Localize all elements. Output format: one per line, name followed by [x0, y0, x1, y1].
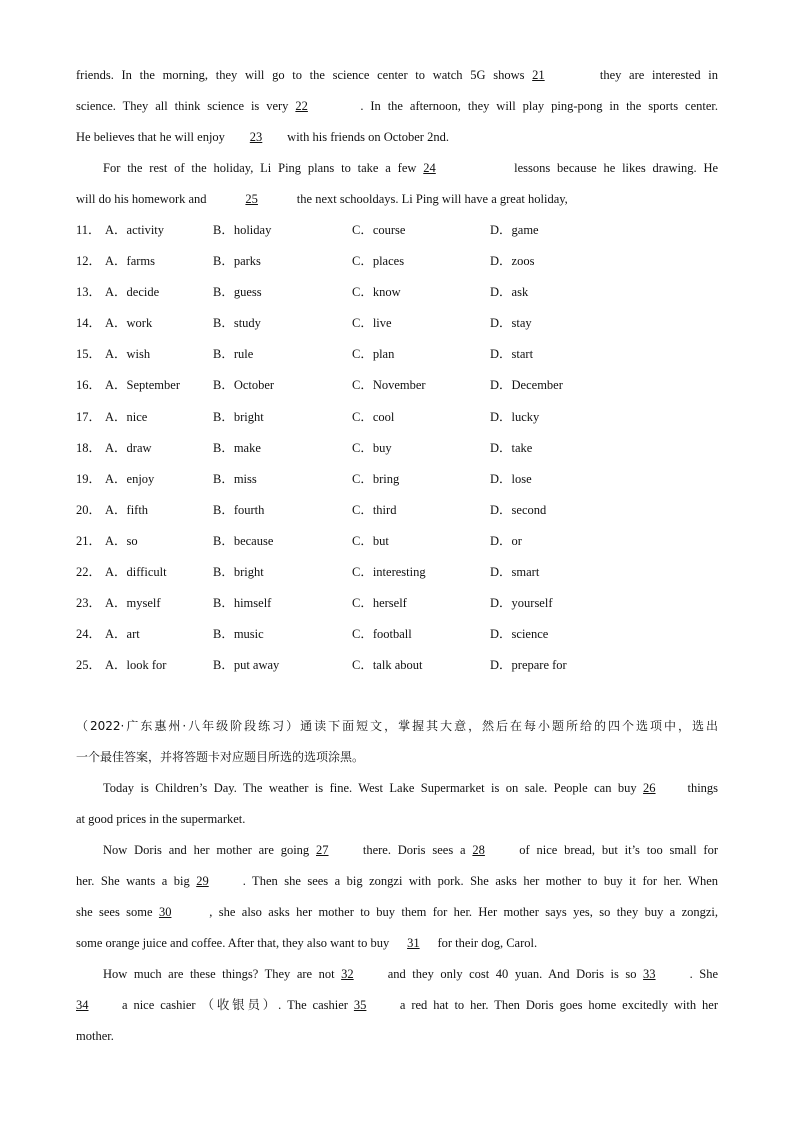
blank-27: 27: [316, 843, 329, 858]
question-row: [76, 402, 718, 433]
text: a red hat to her. Then Doris goes home excitedly with her: [399, 998, 719, 1013]
option-c: C．cool: [352, 409, 395, 424]
option-b: B．music: [213, 627, 264, 642]
text: , she also asks her mother to buy them for her. Her mother says yes, so they buy a zongzi,: [209, 905, 719, 920]
option-a: A．decide: [105, 285, 160, 300]
option-c: C．buy: [352, 440, 392, 455]
option-c: C．November: [352, 378, 426, 393]
blank-29: 29: [196, 874, 209, 889]
option-a: A．myself: [105, 596, 161, 611]
option-b: B．make: [213, 440, 261, 455]
option-d: D．prepare for: [490, 658, 567, 673]
blank-28: 28: [472, 843, 485, 858]
option-d: D．or: [490, 533, 522, 548]
text: Now Doris and her mother are going: [103, 843, 310, 858]
text: with his friends on October 2nd.: [287, 130, 449, 144]
question-row: [76, 370, 718, 401]
text: there. Doris sees a: [362, 843, 466, 858]
blank-30: 30: [158, 905, 172, 920]
question-number: 25．: [76, 658, 102, 673]
question-number: 19．: [76, 471, 102, 486]
text: things: [687, 781, 719, 796]
option-b: B．bright: [213, 409, 264, 424]
question-row: [76, 619, 718, 650]
text: He believes that he will enjoy: [76, 130, 225, 144]
blank-32: 32: [341, 967, 354, 982]
passage-line: [76, 928, 718, 959]
instructions-line: （2022·广东惠州·八年级阶段练习）通读下面短文，掌握其大意，然后在每小题所给的四个选项中，选出: [76, 719, 718, 734]
option-d: D．lose: [490, 471, 532, 486]
option-c: C．football: [352, 627, 412, 642]
option-d: D．yourself: [490, 596, 553, 611]
text: Today is Children’s Day. The weather is fine. West Lake Supermarket is on sale. People can buy: [103, 781, 637, 796]
section-spacer: [76, 681, 718, 711]
option-d: D．second: [490, 502, 547, 517]
question-row: [76, 588, 718, 619]
document-page: [76, 60, 718, 1052]
question-number: 12．: [76, 254, 102, 269]
question-number: 24．: [76, 627, 102, 642]
option-a: A．draw: [105, 440, 152, 455]
option-c: C．course: [352, 223, 406, 237]
blank-31: 31: [407, 936, 420, 951]
question-number: 18．: [76, 440, 102, 455]
option-c: C．plan: [352, 347, 395, 362]
text: and they only cost 40 yuan. And Doris is so: [387, 967, 637, 982]
text: of nice bread, but it’s too small for: [519, 843, 719, 858]
option-a: A．enjoy: [105, 471, 155, 486]
text: How much are these things? They are not: [103, 967, 335, 982]
instructions-line: 一个最佳答案，并将答题卡对应题目所选的选项涂黑。: [76, 750, 365, 765]
option-a: A．so: [105, 533, 138, 548]
question-row: [76, 215, 718, 246]
passage-line: [76, 959, 718, 990]
option-c: C．live: [352, 316, 392, 331]
text: they are interested in: [599, 68, 718, 82]
option-b: B．himself: [213, 596, 272, 611]
option-a: A．activity: [105, 223, 165, 237]
blank-24: 24: [423, 161, 436, 175]
question-list: [76, 215, 718, 681]
passage-line: [76, 835, 718, 866]
passage-line: [76, 91, 718, 122]
passage-line: [76, 122, 718, 153]
blank-33: 33: [643, 967, 656, 982]
option-a: A．work: [105, 316, 153, 331]
option-d: D．stay: [490, 316, 532, 331]
blank-22: 22: [295, 99, 308, 113]
text: lessons because he likes drawing. He: [514, 161, 719, 175]
text: the next schooldays. Li Ping will have a great holiday,: [296, 192, 568, 206]
option-d: D．lucky: [490, 409, 540, 424]
question-number: 17．: [76, 409, 102, 424]
option-d: D．take: [490, 440, 533, 455]
blank-21: 21: [532, 68, 545, 82]
question-number: 21．: [76, 533, 102, 548]
option-c: C．bring: [352, 471, 400, 486]
question-number: 20．: [76, 502, 102, 517]
text: . She: [689, 967, 719, 982]
option-b: B．October: [213, 378, 275, 393]
passage-line: [76, 990, 718, 1021]
question-row: [76, 246, 718, 277]
option-d: D．game: [490, 223, 539, 237]
text: some orange juice and coffee. After that, they also want to buy: [76, 936, 390, 951]
question-row: [76, 339, 718, 370]
option-a: A．farms: [105, 254, 155, 269]
question-row: [76, 277, 718, 308]
passage-line: [76, 60, 718, 91]
question-row: [76, 308, 718, 339]
question-row: [76, 557, 718, 588]
option-a: A．look for: [105, 658, 167, 673]
option-a: A．fifth: [105, 502, 149, 517]
text: . Then she sees a big zongzi with pork. She asks her mother to buy it for her. When: [242, 874, 719, 889]
option-d: D．zoos: [490, 254, 535, 269]
text: she sees some: [76, 905, 153, 920]
passage-line: [76, 153, 718, 184]
option-b: B．guess: [213, 285, 262, 300]
blank-25: 25: [245, 192, 258, 206]
option-b: B．fourth: [213, 502, 265, 517]
passage-line: [76, 897, 718, 928]
text: science. They all think science is very: [76, 99, 289, 113]
question-row: [76, 433, 718, 464]
option-d: D．December: [490, 378, 563, 393]
blank-34: 34: [76, 998, 89, 1013]
text: her. She wants a big: [76, 874, 190, 889]
option-b: B．miss: [213, 471, 257, 486]
option-d: D．science: [490, 627, 549, 642]
question-number: 13．: [76, 285, 102, 300]
passage-line: [76, 184, 718, 215]
option-b: B．put away: [213, 658, 280, 673]
blank-23: 23: [249, 130, 263, 144]
text: friends. In the morning, they will go to the science center to watch 5G shows: [76, 68, 525, 82]
text: a nice cashier （收银员）. The cashier: [121, 998, 348, 1013]
option-a: A．difficult: [105, 565, 167, 580]
option-c: C．know: [352, 285, 401, 300]
passage-line: mother.: [76, 1029, 114, 1044]
option-a: A．September: [105, 378, 180, 393]
option-c: C．talk about: [352, 658, 423, 673]
option-b: B．bright: [213, 565, 264, 580]
option-c: C．herself: [352, 596, 407, 611]
passage-line: [76, 773, 718, 804]
text: . In the afternoon, they will play ping-pong in the sports center.: [360, 99, 719, 113]
text: for their dog, Carol.: [437, 936, 538, 951]
question-number: 11．: [76, 223, 101, 237]
question-number: 14．: [76, 316, 102, 331]
option-c: C．places: [352, 254, 405, 269]
text: will do his homework and: [76, 192, 207, 206]
option-c: C．interesting: [352, 565, 426, 580]
option-b: B．holiday: [213, 223, 272, 237]
question-number: 22．: [76, 565, 102, 580]
question-row: [76, 526, 718, 557]
question-number: 15．: [76, 347, 102, 362]
option-c: C．but: [352, 533, 389, 548]
question-number: 23．: [76, 596, 102, 611]
option-b: B．rule: [213, 347, 254, 362]
option-d: D．start: [490, 347, 534, 362]
question-row: [76, 650, 718, 681]
option-c: C．third: [352, 502, 397, 517]
option-a: A．wish: [105, 347, 151, 362]
option-d: D．smart: [490, 565, 540, 580]
option-a: A．art: [105, 627, 140, 642]
question-row: [76, 464, 718, 495]
text: For the rest of the holiday, Li Ping plans to take a few: [103, 161, 417, 175]
option-d: D．ask: [490, 285, 529, 300]
blank-35: 35: [353, 998, 367, 1013]
question-row: [76, 495, 718, 526]
option-b: B．study: [213, 316, 261, 331]
passage-line: [76, 866, 718, 897]
option-a: A．nice: [105, 409, 148, 424]
passage-line: at good prices in the supermarket.: [76, 812, 246, 827]
option-b: B．parks: [213, 254, 261, 269]
question-number: 16．: [76, 378, 102, 393]
option-b: B．because: [213, 533, 274, 548]
blank-26: 26: [643, 781, 656, 796]
